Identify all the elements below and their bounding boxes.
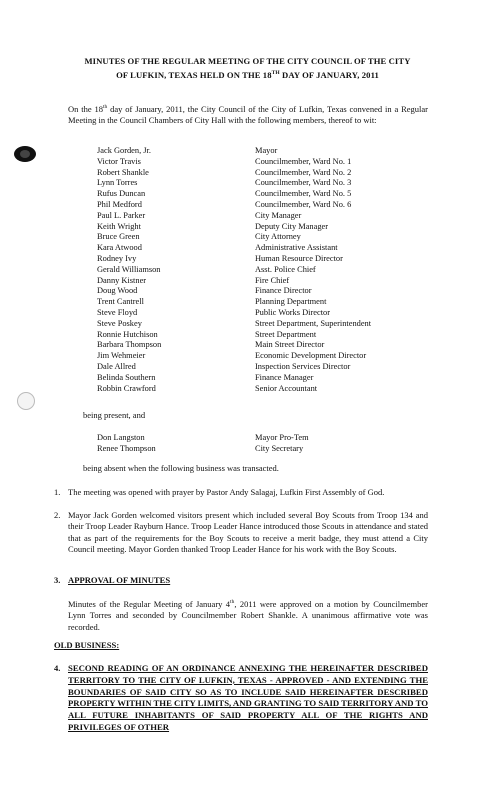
present-members-list xyxy=(97,146,437,394)
member-position: Finance Director xyxy=(255,286,312,296)
member-position: Deputy City Manager xyxy=(255,221,329,231)
member-name: Renee Thompson xyxy=(97,443,156,453)
member-position: Public Works Director xyxy=(255,307,330,317)
member-position: Councilmember, Ward No. 1 xyxy=(255,156,352,166)
member-row xyxy=(97,384,437,395)
member-position: Mayor Pro-Tem xyxy=(255,433,309,442)
member-name: Don Langston xyxy=(97,433,145,442)
member-position: Councilmember, Ward No. 5 xyxy=(255,189,352,199)
member-name: Steve Floyd xyxy=(97,307,138,317)
member-position: Administrative Assistant xyxy=(255,243,338,253)
member-name: Victor Travis xyxy=(97,156,141,166)
title-line-2-tail: DAY OF JANUARY, 2011 xyxy=(279,69,379,80)
document-title xyxy=(60,55,435,81)
member-row xyxy=(97,222,437,233)
member-name: Doug Wood xyxy=(97,286,138,296)
member-name: Rufus Duncan xyxy=(97,189,146,199)
member-name: Phil Medford xyxy=(97,199,142,209)
member-row xyxy=(97,189,437,200)
member-row xyxy=(97,157,437,168)
punch-hole-icon xyxy=(17,392,35,410)
member-name: Rodney Ivy xyxy=(97,253,137,263)
member-position: Fire Chief xyxy=(255,275,290,285)
item-number: 1. xyxy=(54,487,61,497)
intro-paragraph xyxy=(68,102,428,127)
member-row xyxy=(97,340,437,351)
member-name: Robbin Crawford xyxy=(97,383,156,393)
member-row xyxy=(97,276,437,287)
member-position: Main Street Director xyxy=(255,340,325,350)
member-row xyxy=(97,362,437,373)
member-position: Finance Manager xyxy=(255,372,314,382)
member-position: Mayor xyxy=(255,146,278,155)
member-row xyxy=(97,200,437,211)
member-position: City Manager xyxy=(255,210,302,220)
section-3-text-tail: , 2011 were approved on a motion by Councilmember Lynn Torres and seconded by Councilmember Robert Shankle. A unanimous affirmative vote was recorded. xyxy=(68,598,428,632)
member-name: Keith Wright xyxy=(97,221,141,231)
member-position: Planning Department xyxy=(255,297,327,307)
member-name: Ronnie Hutchison xyxy=(97,329,158,339)
member-position: Human Resource Director xyxy=(255,253,343,263)
old-business-heading: OLD BUSINESS: xyxy=(54,640,120,650)
member-name: Dale Allred xyxy=(97,361,136,371)
member-name: Danny Kistner xyxy=(97,275,147,285)
section-3-text xyxy=(68,597,428,633)
member-name: Kara Atwood xyxy=(97,243,142,253)
member-row xyxy=(97,351,437,362)
member-position: Inspection Services Director xyxy=(255,361,351,371)
member-row xyxy=(97,444,437,455)
item-text: The meeting was opened with prayer by Pastor Andy Salagaj, Lufkin First Assembly of God. xyxy=(68,487,385,497)
section-3-text-start: Minutes of the Regular Meeting of January 4 xyxy=(68,598,231,609)
title-line-2-text: OF LUFKIN, TEXAS HELD ON THE 18 xyxy=(116,69,272,80)
member-position: Councilmember, Ward No. 6 xyxy=(255,199,352,209)
absent-members-list xyxy=(97,433,437,455)
member-name: Trent Cantrell xyxy=(97,297,144,307)
member-position: Economic Development Director xyxy=(255,351,367,361)
intro-superscript: th xyxy=(103,104,108,110)
member-position: Councilmember, Ward No. 3 xyxy=(255,178,352,188)
member-row xyxy=(97,178,437,189)
member-name: Gerald Williamson xyxy=(97,264,161,274)
section-3-heading: APPROVAL OF MINUTES xyxy=(68,575,171,585)
member-row xyxy=(97,373,437,384)
member-row xyxy=(97,254,437,265)
member-row xyxy=(97,297,437,308)
member-row xyxy=(97,308,437,319)
member-position: Asst. Police Chief xyxy=(255,264,316,274)
member-position: Street Department, Superintendent xyxy=(255,318,372,328)
member-name: Jack Gorden, Jr. xyxy=(97,146,151,155)
intro-text: On the 18 xyxy=(68,103,104,114)
title-superscript: TH xyxy=(271,70,280,76)
item-4-number: 4. xyxy=(54,663,61,673)
member-name: Robert Shankle xyxy=(97,167,149,177)
member-row xyxy=(97,168,437,179)
member-name: Bruce Green xyxy=(97,232,140,242)
member-name: Jim Wehmeier xyxy=(97,351,146,361)
member-position: Senior Accountant xyxy=(255,383,318,393)
item-number: 2. xyxy=(54,510,61,520)
section-3-number: 3. xyxy=(54,575,61,585)
member-name: Belinda Southern xyxy=(97,372,156,382)
member-position: Street Department xyxy=(255,329,317,339)
member-row xyxy=(97,232,437,243)
member-position: Councilmember, Ward No. 2 xyxy=(255,167,352,177)
punch-hole-icon xyxy=(14,146,36,162)
item-4-heading: SECOND READING OF AN ORDINANCE ANNEXING THE HEREINAFTER DESCRIBED TERRITORY TO THE CITY OF LUFKIN, TEXAS - APPROVED - AND EXTENDING THE BOUNDARIES OF SAID CITY SO AS TO INCLUDE SAID HEREINAFTER DESCRIBED PROPERTY WITHIN THE CITY LIMITS, AND GRANTING TO SAID TERRITORY AND TO ALL FUTURE INHABITANTS OF SAID PROPERTY ALL OF THE RIGHTS AND PRIVILEGES OF OTHER xyxy=(68,663,428,732)
section-3-superscript: th xyxy=(230,599,235,605)
member-position: City Secretary xyxy=(255,443,304,453)
member-name: Steve Poskey xyxy=(97,318,142,328)
member-name: Lynn Torres xyxy=(97,178,138,188)
member-name: Paul L. Parker xyxy=(97,210,146,220)
member-row xyxy=(97,243,437,254)
being-absent-text: being absent when the following business was transacted. xyxy=(83,463,279,473)
member-row xyxy=(97,330,437,341)
member-position: City Attorney xyxy=(255,232,301,242)
member-row xyxy=(97,146,437,157)
being-present-text: being present, and xyxy=(83,410,146,420)
member-name: Barbara Thompson xyxy=(97,340,162,350)
intro-text-tail: day of January, 2011, the City Council of the City of Lufkin, Texas convened in a Regular Meeting in the Council Chambers of City Hall with the following members, thereof to wit: xyxy=(68,103,428,126)
title-line-1: MINUTES OF THE REGULAR MEETING OF THE CITY COUNCIL OF THE CITY xyxy=(84,56,411,66)
title-line-2 xyxy=(60,67,435,81)
item-text: Mayor Jack Gorden welcomed visitors present which included several Boy Scouts from Troop 134 and their Troop Leader Rayburn Hance. Troop Leader Hance introduced those Scouts in attendance and stated that as part of the requirements for the Boy Scouts to receive a merit badge, they must attend a City Council meeting. Mayor Gorden thanked Troop Leader Hance for his work with the Boy Scouts. xyxy=(68,510,428,555)
member-row xyxy=(97,265,437,276)
member-row xyxy=(97,319,437,330)
member-row xyxy=(97,211,437,222)
member-row xyxy=(97,433,437,444)
member-row xyxy=(97,286,437,297)
